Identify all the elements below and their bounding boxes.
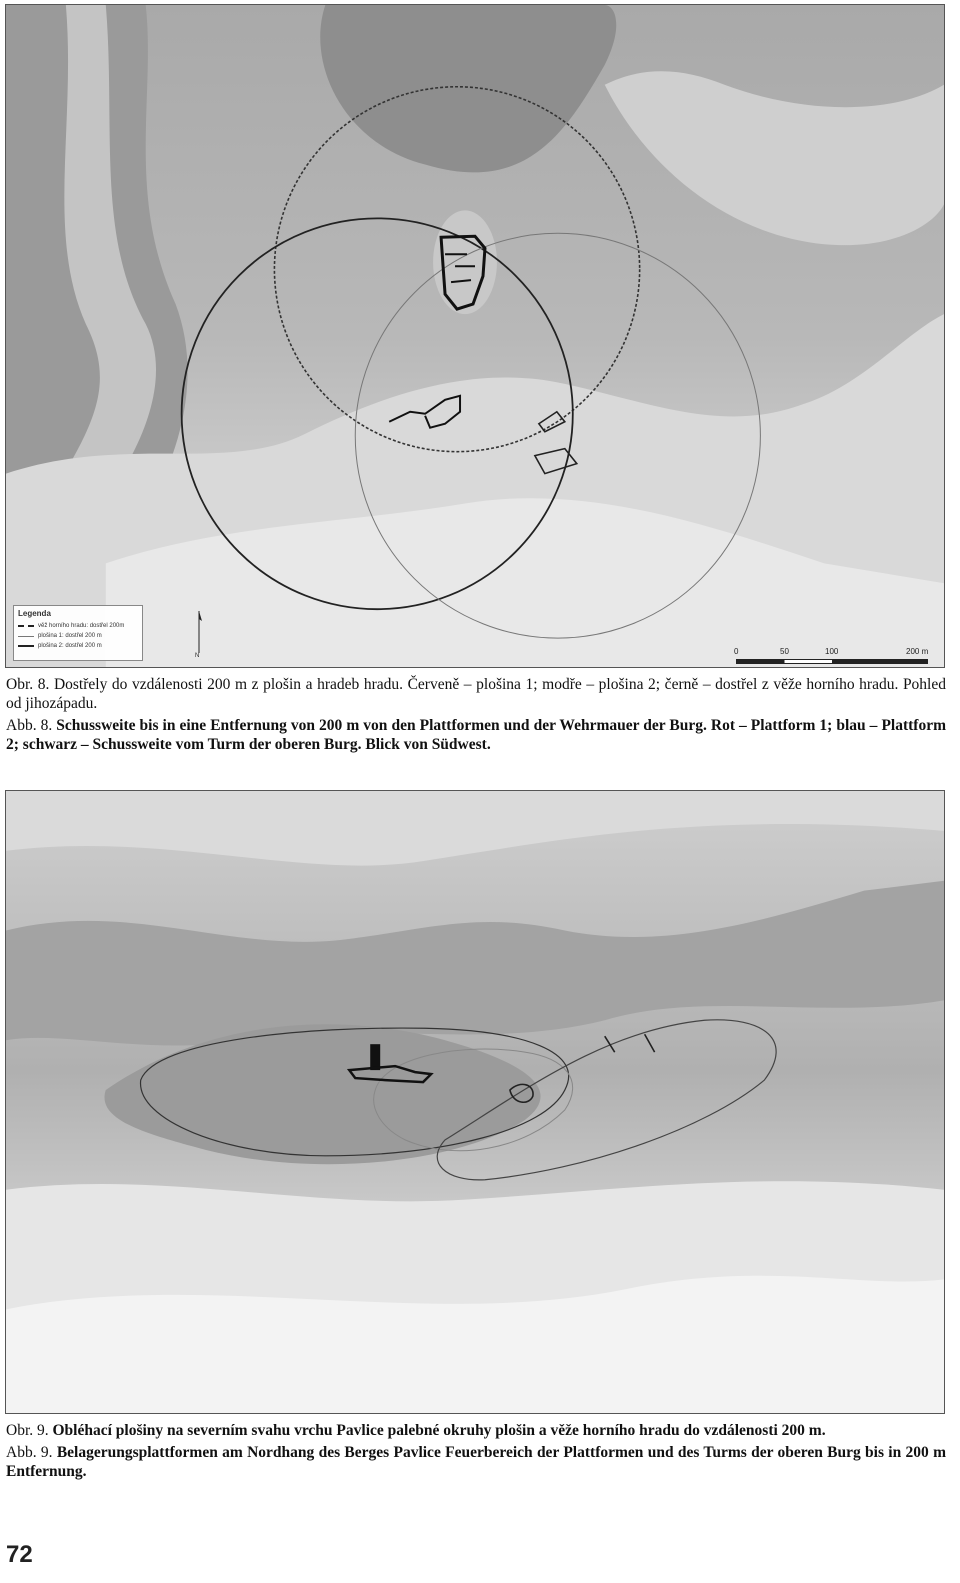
caption-8-czech bbox=[6, 675, 946, 713]
caption-9-czech bbox=[6, 1421, 946, 1440]
scale-tick: 50 bbox=[780, 647, 789, 656]
caption-text: Obléhací plošiny na severním svahu vrchu Pavlice palebné okruhy plošin a věže horního hradu do vzdálenosti 200 m. bbox=[52, 1422, 826, 1439]
caption-text: Dostřely do vzdálenosti 200 m z plošin a hradeb hradu. Červeně – plošina 1; modře – plošina 2; černě – dostřel z věže horního hradu. Pohled od jihozápadu. bbox=[6, 676, 946, 712]
legend-swatch-thick bbox=[18, 645, 34, 647]
tower-marker bbox=[370, 1044, 380, 1070]
legend-label: plošina 2: dostřel 200 m bbox=[38, 643, 102, 649]
north-label: N bbox=[195, 653, 200, 659]
scale-tick: 100 bbox=[825, 647, 839, 656]
figure-9-caption bbox=[6, 1421, 946, 1484]
legend-label: věž horního hradu: dostřel 200m bbox=[38, 623, 125, 629]
caption-text: Schussweite bis in eine Entfernung von 200 m von den Plattformen und der Wehrmauer der Burg. Rot – Plattform 1; blau – Plattform 2; schwarz – Schussweite vom Turm der oberen Burg. Blick von Südwest. bbox=[6, 717, 947, 753]
scale-bar bbox=[734, 645, 934, 667]
caption-number: Obr. 8. bbox=[6, 676, 50, 693]
legend-swatch-dashed bbox=[18, 625, 34, 627]
caption-8-german bbox=[6, 716, 946, 754]
figure-8-caption bbox=[6, 675, 946, 757]
legend-swatch-thin bbox=[18, 636, 34, 637]
north-arrow-icon bbox=[192, 609, 206, 661]
caption-number: Obr. 9. bbox=[6, 1422, 49, 1439]
figure-8-map bbox=[5, 4, 945, 668]
scale-tick: 200 m bbox=[906, 647, 929, 656]
legend-item-platform-1 bbox=[18, 631, 138, 641]
terrain-oblique-9 bbox=[6, 791, 944, 1413]
page-number: 72 bbox=[6, 1541, 33, 1568]
terrain-map-8 bbox=[6, 5, 944, 667]
scale-tick: 0 bbox=[734, 647, 739, 656]
legend-item-tower bbox=[18, 621, 138, 631]
legend-item-platform-2 bbox=[18, 641, 138, 651]
legend-title: Legenda bbox=[18, 609, 51, 618]
map-legend bbox=[13, 605, 143, 661]
scale-bar-graphic bbox=[736, 659, 928, 664]
legend-label: plošina 1: dostřel 200 m bbox=[38, 633, 102, 639]
figure-9-terrain-view bbox=[5, 790, 945, 1414]
caption-9-german bbox=[6, 1443, 946, 1481]
caption-number: Abb. 8. bbox=[6, 717, 53, 734]
caption-number: Abb. 9. bbox=[6, 1444, 53, 1461]
caption-text: Belagerungsplattformen am Nordhang des Berges Pavlice Feuerbereich der Plattformen und des Turms der oberen Burg bis in 200 m Entfernung. bbox=[6, 1444, 946, 1480]
